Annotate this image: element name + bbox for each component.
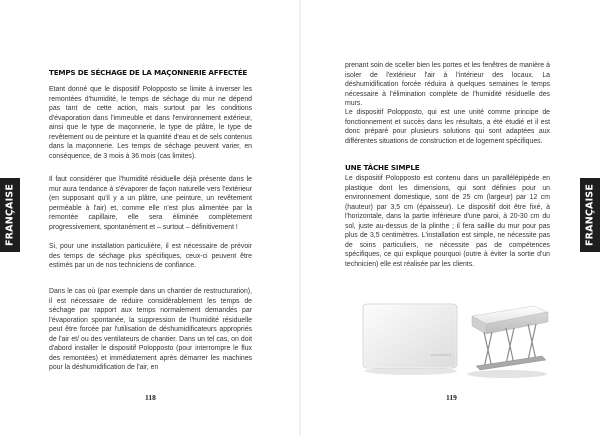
paragraph: Etant donné que le dispositif Polopposto se limite à inverser les remontées d'humidité, le temps de séchage du mur ne dépend pas tant de cette action, mais surtout par les conditions d'évaporation dans l'immeuble et dans l'environnement extérieur, ainsi que le type de maçonnerie, le type de plâtre, le type de revêtement ou de peinture et la quantité d'eau et de sels contenus dans la maçonnerie. Les temps de séchage peuvent varier, en conséquence, de 3 mois à 36 mois (cas limites). bbox=[49, 86, 252, 160]
language-tab-label: FRANÇAISE bbox=[4, 183, 16, 247]
device-stand-photo bbox=[462, 298, 552, 380]
section-heading-drying-time: TEMPS DE SÉCHAGE DE LA MAÇONNERIE AFFECTÉE bbox=[49, 68, 248, 77]
paragraph: Dans le cas où (par exemple dans un chantier de restructuration), il est nécessaire de réduire considérablement les temps de séchage par rapport aux temps normalement demandés par l'évaporation spontanée, la suppression de l'humidité résiduelle peut être forcée par l'utilisation de déshumidificateurs appropriés de l'air et/ ou des ventilateurs de chantier. Dans un tel cas, on doit d'abord installer le dispositif Polopposto (pour interrompre le flux des remontées) et immédiatement après démarrer les machines pour la déshumidification de l'air, en bbox=[49, 288, 252, 371]
language-tab-left bbox=[0, 178, 20, 252]
paragraph: Il faut considérer que l'humidité résiduelle déjà présente dans le mur aura tendance à s'évaporer de façon naturelle vers l'extérieur (en supposant qu'il y a un plâtre, une peinture, un revêtement perméable à l'air) et, comme elle n'est plus alimentée par la remontée capillaire, elle sera éliminée complètement progressivement, spontanément et – surtout – définitivement ! bbox=[49, 176, 252, 231]
right-page bbox=[300, 0, 600, 436]
language-tab-right bbox=[580, 178, 600, 252]
paragraph: Si, pour une installation particulière, il est nécessaire de prévoir des temps de séchage plus spécifiques, ceux-ci peuvent être estimés par un de nos techniciens de confiance. bbox=[49, 243, 252, 269]
device-front-photo bbox=[357, 298, 461, 378]
page-number-left: 118 bbox=[145, 393, 156, 402]
section-heading-simple-task: UNE TÂCHE SIMPLE bbox=[345, 163, 420, 172]
device-logo-text: POLOPPOSTO bbox=[431, 353, 452, 357]
paragraph: Le dispositif Polopposto, qui est une unité comme principe de fonctionnement et succès dans les résultats, a été étudié et il est donc préparé pour plusieurs solutions qui sont adaptées aux différentes situations de construction et de logement spécifiques. bbox=[345, 109, 550, 145]
page-number-right: 119 bbox=[446, 393, 457, 402]
language-tab-label: FRANÇAISE bbox=[584, 183, 596, 247]
paragraph: prenant soin de sceller bien les portes et les fenêtres de manière à isoler de l'extérieur l'air à l'intérieur des locaux. La déshumidification forcée réduira à quelques semaines le temps nécessaire à l'élimination complète de l'humidité résiduelle des murs. bbox=[345, 62, 550, 107]
paragraph: Le dispositif Polopposto est contenu dans un parallélépipède en plastique dont les dimensions, qui sont définies pour un environnement domestique, sont de 25 cm (largeur) par 12 cm (hauteur) par 3,5 cm (épaisseur). Le dispositif doit être fixé, à l'horizontale, dans la partie inférieure d'une paroi, à 20-30 cm du sol, juste au-dessus de la plinthe ; il fera saillie du mur pour pas plus de 3,5 centimètres. L'installation est simple, ne nécessite pas de soins particuliers, ne nécessite pas de compétences spécifiques, ce qui explique pourquoi (outre à éviter la sortie d'un technicien) elle est réalisée par les clients. bbox=[345, 175, 550, 268]
